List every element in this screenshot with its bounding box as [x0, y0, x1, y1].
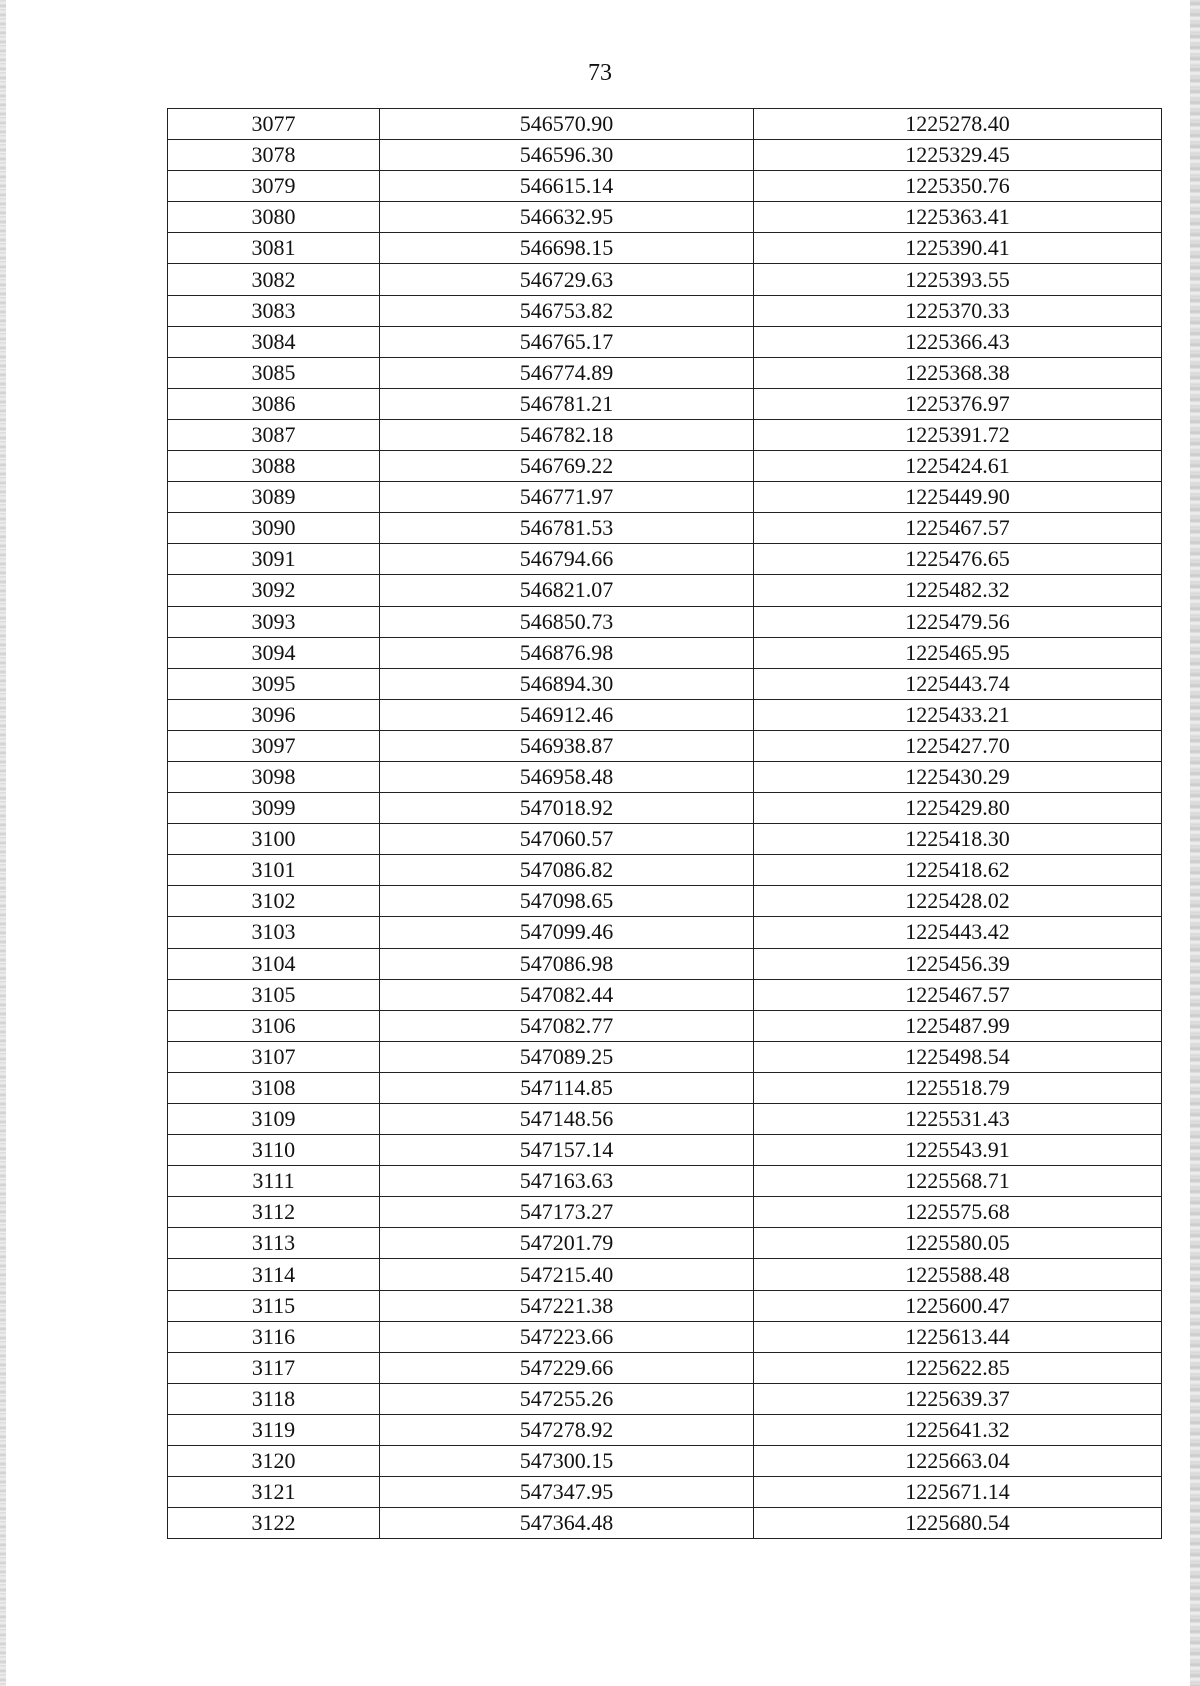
x-coordinate-cell: 546765.17: [380, 326, 754, 357]
x-coordinate-cell: 547098.65: [380, 886, 754, 917]
y-coordinate-cell: 1225641.32: [754, 1414, 1162, 1445]
point-id-cell: 3087: [168, 419, 380, 450]
y-coordinate-cell: 1225278.40: [754, 109, 1162, 140]
point-id-cell: 3103: [168, 917, 380, 948]
y-coordinate-cell: 1225443.42: [754, 917, 1162, 948]
point-id-cell: 3117: [168, 1352, 380, 1383]
y-coordinate-cell: 1225433.21: [754, 699, 1162, 730]
table-row: [168, 171, 1162, 202]
point-id-cell: 3120: [168, 1446, 380, 1477]
y-coordinate-cell: 1225543.91: [754, 1135, 1162, 1166]
table-row: [168, 326, 1162, 357]
table-row: [168, 979, 1162, 1010]
point-id-cell: 3105: [168, 979, 380, 1010]
point-id-cell: 3110: [168, 1135, 380, 1166]
point-id-cell: 3101: [168, 855, 380, 886]
point-id-cell: 3091: [168, 544, 380, 575]
table-row: [168, 233, 1162, 264]
point-id-cell: 3109: [168, 1104, 380, 1135]
x-coordinate-cell: 546781.21: [380, 388, 754, 419]
table-row: [168, 1414, 1162, 1445]
table-row: [168, 1383, 1162, 1414]
table-row: [168, 948, 1162, 979]
x-coordinate-cell: 547086.82: [380, 855, 754, 886]
y-coordinate-cell: 1225366.43: [754, 326, 1162, 357]
table-row: [168, 793, 1162, 824]
y-coordinate-cell: 1225391.72: [754, 419, 1162, 450]
y-coordinate-cell: 1225363.41: [754, 202, 1162, 233]
y-coordinate-cell: 1225449.90: [754, 482, 1162, 513]
y-coordinate-cell: 1225430.29: [754, 761, 1162, 792]
y-coordinate-cell: 1225568.71: [754, 1166, 1162, 1197]
point-id-cell: 3095: [168, 668, 380, 699]
x-coordinate-cell: 547201.79: [380, 1228, 754, 1259]
x-coordinate-cell: 546774.89: [380, 357, 754, 388]
x-coordinate-cell: 547347.95: [380, 1477, 754, 1508]
table-row: [168, 1135, 1162, 1166]
x-coordinate-cell: 547114.85: [380, 1072, 754, 1103]
y-coordinate-cell: 1225418.62: [754, 855, 1162, 886]
x-coordinate-cell: 547018.92: [380, 793, 754, 824]
table-row: [168, 295, 1162, 326]
point-id-cell: 3116: [168, 1321, 380, 1352]
x-coordinate-cell: 547086.98: [380, 948, 754, 979]
point-id-cell: 3088: [168, 451, 380, 482]
table-row: [168, 544, 1162, 575]
scan-edge-left: [0, 0, 6, 1686]
y-coordinate-cell: 1225427.70: [754, 730, 1162, 761]
x-coordinate-cell: 547089.25: [380, 1041, 754, 1072]
point-id-cell: 3083: [168, 295, 380, 326]
point-id-cell: 3106: [168, 1010, 380, 1041]
y-coordinate-cell: 1225613.44: [754, 1321, 1162, 1352]
table-row: [168, 482, 1162, 513]
x-coordinate-cell: 546938.87: [380, 730, 754, 761]
coordinates-table: [167, 108, 1162, 1539]
table-row: [168, 357, 1162, 388]
x-coordinate-cell: 547060.57: [380, 824, 754, 855]
point-id-cell: 3080: [168, 202, 380, 233]
y-coordinate-cell: 1225329.45: [754, 140, 1162, 171]
point-id-cell: 3104: [168, 948, 380, 979]
x-coordinate-cell: 546753.82: [380, 295, 754, 326]
x-coordinate-cell: 547221.38: [380, 1290, 754, 1321]
table-row: [168, 730, 1162, 761]
y-coordinate-cell: 1225663.04: [754, 1446, 1162, 1477]
point-id-cell: 3107: [168, 1041, 380, 1072]
point-id-cell: 3089: [168, 482, 380, 513]
table-row: [168, 388, 1162, 419]
point-id-cell: 3093: [168, 606, 380, 637]
point-id-cell: 3102: [168, 886, 380, 917]
point-id-cell: 3097: [168, 730, 380, 761]
table-row: [168, 1259, 1162, 1290]
x-coordinate-cell: 547082.77: [380, 1010, 754, 1041]
y-coordinate-cell: 1225482.32: [754, 575, 1162, 606]
y-coordinate-cell: 1225467.57: [754, 513, 1162, 544]
point-id-cell: 3113: [168, 1228, 380, 1259]
x-coordinate-cell: 547082.44: [380, 979, 754, 1010]
y-coordinate-cell: 1225456.39: [754, 948, 1162, 979]
y-coordinate-cell: 1225350.76: [754, 171, 1162, 202]
y-coordinate-cell: 1225671.14: [754, 1477, 1162, 1508]
x-coordinate-cell: 546769.22: [380, 451, 754, 482]
y-coordinate-cell: 1225368.38: [754, 357, 1162, 388]
table-row: [168, 1321, 1162, 1352]
table-row: [168, 264, 1162, 295]
x-coordinate-cell: 547157.14: [380, 1135, 754, 1166]
y-coordinate-cell: 1225443.74: [754, 668, 1162, 699]
table-row: [168, 1352, 1162, 1383]
x-coordinate-cell: 547255.26: [380, 1383, 754, 1414]
x-coordinate-cell: 547148.56: [380, 1104, 754, 1135]
point-id-cell: 3111: [168, 1166, 380, 1197]
table-row: [168, 419, 1162, 450]
point-id-cell: 3082: [168, 264, 380, 295]
table-row: [168, 1072, 1162, 1103]
coordinates-table-body: [168, 109, 1162, 1539]
x-coordinate-cell: 547364.48: [380, 1508, 754, 1539]
table-row: [168, 202, 1162, 233]
table-row: [168, 140, 1162, 171]
x-coordinate-cell: 547163.63: [380, 1166, 754, 1197]
table-row: [168, 855, 1162, 886]
table-row: [168, 1041, 1162, 1072]
y-coordinate-cell: 1225424.61: [754, 451, 1162, 482]
table-row: [168, 1010, 1162, 1041]
table-row: [168, 699, 1162, 730]
point-id-cell: 3122: [168, 1508, 380, 1539]
scan-edge-right: [1190, 0, 1200, 1686]
x-coordinate-cell: 547278.92: [380, 1414, 754, 1445]
x-coordinate-cell: 546781.53: [380, 513, 754, 544]
table-row: [168, 1446, 1162, 1477]
x-coordinate-cell: 546876.98: [380, 637, 754, 668]
x-coordinate-cell: 547229.66: [380, 1352, 754, 1383]
y-coordinate-cell: 1225498.54: [754, 1041, 1162, 1072]
y-coordinate-cell: 1225680.54: [754, 1508, 1162, 1539]
point-id-cell: 3085: [168, 357, 380, 388]
point-id-cell: 3094: [168, 637, 380, 668]
point-id-cell: 3108: [168, 1072, 380, 1103]
y-coordinate-cell: 1225376.97: [754, 388, 1162, 419]
point-id-cell: 3100: [168, 824, 380, 855]
table-row: [168, 513, 1162, 544]
point-id-cell: 3084: [168, 326, 380, 357]
point-id-cell: 3086: [168, 388, 380, 419]
point-id-cell: 3077: [168, 109, 380, 140]
table-row: [168, 886, 1162, 917]
table-row: [168, 824, 1162, 855]
x-coordinate-cell: 546698.15: [380, 233, 754, 264]
x-coordinate-cell: 546794.66: [380, 544, 754, 575]
y-coordinate-cell: 1225465.95: [754, 637, 1162, 668]
table-row: [168, 451, 1162, 482]
point-id-cell: 3121: [168, 1477, 380, 1508]
point-id-cell: 3078: [168, 140, 380, 171]
x-coordinate-cell: 546821.07: [380, 575, 754, 606]
x-coordinate-cell: 547099.46: [380, 917, 754, 948]
y-coordinate-cell: 1225531.43: [754, 1104, 1162, 1135]
y-coordinate-cell: 1225476.65: [754, 544, 1162, 575]
y-coordinate-cell: 1225622.85: [754, 1352, 1162, 1383]
point-id-cell: 3119: [168, 1414, 380, 1445]
y-coordinate-cell: 1225429.80: [754, 793, 1162, 824]
x-coordinate-cell: 546771.97: [380, 482, 754, 513]
y-coordinate-cell: 1225370.33: [754, 295, 1162, 326]
table-row: [168, 575, 1162, 606]
y-coordinate-cell: 1225393.55: [754, 264, 1162, 295]
point-id-cell: 3079: [168, 171, 380, 202]
table-row: [168, 917, 1162, 948]
x-coordinate-cell: 547215.40: [380, 1259, 754, 1290]
point-id-cell: 3098: [168, 761, 380, 792]
y-coordinate-cell: 1225428.02: [754, 886, 1162, 917]
table-row: [168, 1197, 1162, 1228]
x-coordinate-cell: 546729.63: [380, 264, 754, 295]
x-coordinate-cell: 547300.15: [380, 1446, 754, 1477]
table-row: [168, 1290, 1162, 1321]
x-coordinate-cell: 546894.30: [380, 668, 754, 699]
point-id-cell: 3118: [168, 1383, 380, 1414]
x-coordinate-cell: 546850.73: [380, 606, 754, 637]
page-number-text: 73: [588, 60, 612, 86]
table-row: [168, 668, 1162, 699]
table-row: [168, 1104, 1162, 1135]
x-coordinate-cell: 547223.66: [380, 1321, 754, 1352]
x-coordinate-cell: 546596.30: [380, 140, 754, 171]
point-id-cell: 3081: [168, 233, 380, 264]
x-coordinate-cell: 546570.90: [380, 109, 754, 140]
x-coordinate-cell: 546912.46: [380, 699, 754, 730]
x-coordinate-cell: 546615.14: [380, 171, 754, 202]
point-id-cell: 3112: [168, 1197, 380, 1228]
x-coordinate-cell: 547173.27: [380, 1197, 754, 1228]
point-id-cell: 3092: [168, 575, 380, 606]
table-row: [168, 637, 1162, 668]
table-row: [168, 1508, 1162, 1539]
y-coordinate-cell: 1225588.48: [754, 1259, 1162, 1290]
point-id-cell: 3115: [168, 1290, 380, 1321]
y-coordinate-cell: 1225580.05: [754, 1228, 1162, 1259]
y-coordinate-cell: 1225479.56: [754, 606, 1162, 637]
point-id-cell: 3090: [168, 513, 380, 544]
x-coordinate-cell: 546632.95: [380, 202, 754, 233]
y-coordinate-cell: 1225418.30: [754, 824, 1162, 855]
x-coordinate-cell: 546782.18: [380, 419, 754, 450]
y-coordinate-cell: 1225467.57: [754, 979, 1162, 1010]
table-row: [168, 761, 1162, 792]
point-id-cell: 3099: [168, 793, 380, 824]
page-number: [0, 60, 1200, 87]
point-id-cell: 3096: [168, 699, 380, 730]
y-coordinate-cell: 1225487.99: [754, 1010, 1162, 1041]
table-row: [168, 1166, 1162, 1197]
y-coordinate-cell: 1225390.41: [754, 233, 1162, 264]
point-id-cell: 3114: [168, 1259, 380, 1290]
table-row: [168, 606, 1162, 637]
y-coordinate-cell: 1225600.47: [754, 1290, 1162, 1321]
x-coordinate-cell: 546958.48: [380, 761, 754, 792]
y-coordinate-cell: 1225575.68: [754, 1197, 1162, 1228]
table-row: [168, 1477, 1162, 1508]
y-coordinate-cell: 1225639.37: [754, 1383, 1162, 1414]
table-row: [168, 109, 1162, 140]
y-coordinate-cell: 1225518.79: [754, 1072, 1162, 1103]
table-row: [168, 1228, 1162, 1259]
